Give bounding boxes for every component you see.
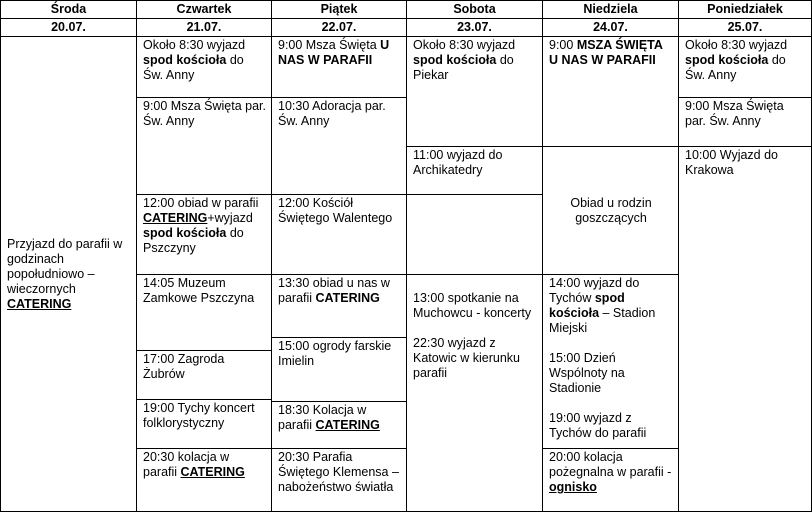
day-header-piatek: Piątek: [272, 1, 407, 19]
niedziela-event-2: Obiad u rodzin goszczących: [543, 147, 679, 275]
date-sroda: 20.07.: [1, 19, 137, 37]
sroda-arrival-cell: [1, 37, 137, 512]
piatek-event-7: 20:30 Parafia Świętego Klemensa – nabożeństwo światła: [272, 449, 407, 512]
niedziela-event-6: 20:00 kolacja pożegnalna w parafii - ognisko: [543, 449, 679, 512]
czwartek-event-4: 14:05 Muzeum Zamkowe Pszczyna: [137, 275, 272, 351]
poniedzialek-event-2: 9:00 Msza Święta par. Św. Anny: [679, 98, 812, 147]
day-header-poniedzialek: Poniedziałek: [679, 1, 812, 19]
niedziela-events-afternoon: 14:00 wyjazd do Tychów spod kościoła – Stadion Miejski 15:00 Dzień Wspólnoty na Stadionie 19:00 wyjazd z Tychów do parafii: [543, 275, 679, 449]
day-header-czwartek: Czwartek: [137, 1, 272, 19]
sobota-event-1: Około 8:30 wyjazd spod kościoła do Piekar: [407, 37, 543, 147]
piatek-event-4: 13:30 obiad u nas w parafii CATERING: [272, 275, 407, 338]
niedziela-event-1: 9:00 MSZA ŚWIĘTA U NAS W PARAFII: [543, 37, 679, 147]
piatek-event-5: 15:00 ogrody farskie Imielin: [272, 338, 407, 402]
sroda-catering: CATERING: [7, 296, 72, 311]
piatek-event-3: 12:00 Kościół Świętego Walentego: [272, 195, 407, 275]
czwartek-event-6: 19:00 Tychy koncert folklorystyczny: [137, 400, 272, 449]
czwartek-event-1: Około 8:30 wyjazd spod kościoła do Św. Anny: [137, 37, 272, 98]
sobota-empty: [407, 195, 543, 275]
czwartek-event-5: 17:00 Zagroda Żubrów: [137, 351, 272, 400]
poniedzialek-event-3: 10:00 Wyjazd do Krakowa: [679, 147, 812, 512]
czwartek-event-7: 20:30 kolacja w parafii CATERING: [137, 449, 272, 512]
sobota-event-2: 11:00 wyjazd do Archikatedry: [407, 147, 543, 195]
czwartek-event-2: 9:00 Msza Święta par. Św. Anny: [137, 98, 272, 195]
day-header-niedziela: Niedziela: [543, 1, 679, 19]
date-poniedzialek: 25.07.: [679, 19, 812, 37]
piatek-event-6: 18:30 Kolacja w parafii CATERING: [272, 402, 407, 449]
date-piatek: 22.07.: [272, 19, 407, 37]
czwartek-event-3: 12:00 obiad w parafii CATERING+wyjazd spod kościoła do Pszczyny: [137, 195, 272, 275]
poniedzialek-event-1: Około 8:30 wyjazd spod kościoła do Św. Anny: [679, 37, 812, 98]
date-sobota: 23.07.: [407, 19, 543, 37]
day-header-sobota: Sobota: [407, 1, 543, 19]
piatek-event-1: 9:00 Msza Święta U NAS W PARAFII: [272, 37, 407, 98]
date-czwartek: 21.07.: [137, 19, 272, 37]
day-header-sroda: Środa: [1, 1, 137, 19]
sroda-arrival-text: Przyjazd do parafii w godzinach popołudniowo – wieczornych: [7, 236, 123, 296]
date-niedziela: 24.07.: [543, 19, 679, 37]
sobota-event-3: 13:00 spotkanie na Muchowcu - koncerty 22:30 wyjazd z Katowic w kierunku parafii: [407, 275, 543, 512]
piatek-event-2: 10:30 Adoracja par. Św. Anny: [272, 98, 407, 195]
